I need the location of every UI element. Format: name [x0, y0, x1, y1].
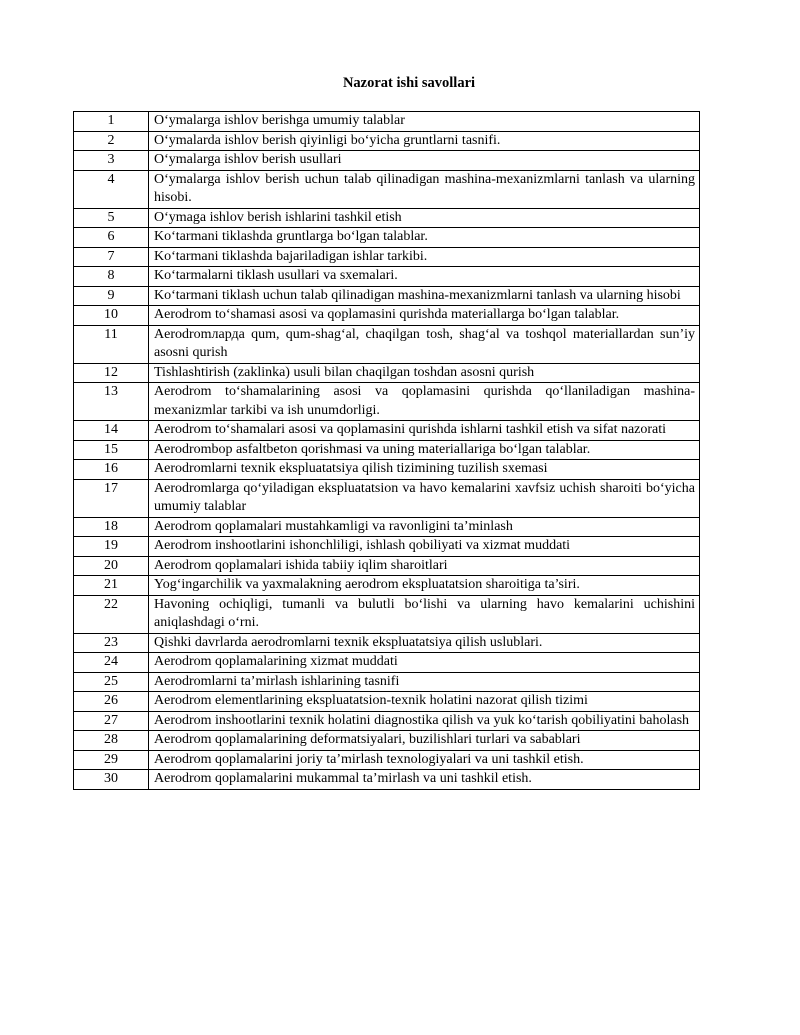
question-number: 10 — [74, 306, 149, 326]
question-row — [74, 228, 700, 248]
question-text: O‘ymalarga ishlov berishga umumiy talablar — [149, 112, 700, 132]
question-number: 8 — [74, 267, 149, 287]
question-text: Aerodrom inshootlarini texnik holatini diagnostika qilish va yuk ko‘tarish qobiliyatini baholash — [149, 711, 700, 731]
question-number: 29 — [74, 750, 149, 770]
question-row — [74, 692, 700, 712]
question-row — [74, 286, 700, 306]
questions-table-body — [74, 112, 700, 790]
question-number: 30 — [74, 770, 149, 790]
question-text: Aerodromlarni texnik ekspluatatsiya qilish tizimining tuzilish sxemasi — [149, 460, 700, 480]
question-row — [74, 267, 700, 287]
question-text: O‘ymalarda ishlov berish qiyinligi bo‘yicha gruntlarni tasnifi. — [149, 131, 700, 151]
question-number: 2 — [74, 131, 149, 151]
question-number: 7 — [74, 247, 149, 267]
question-text: Qishki davrlarda aerodromlarni texnik ekspluatatsiya qilish uslublari. — [149, 633, 700, 653]
question-row — [74, 653, 700, 673]
question-number: 6 — [74, 228, 149, 248]
question-number: 25 — [74, 672, 149, 692]
question-row — [74, 750, 700, 770]
question-number: 28 — [74, 731, 149, 751]
question-text: Aerodromlarni ta’mirlash ishlarining tasnifi — [149, 672, 700, 692]
question-row — [74, 208, 700, 228]
question-text: Tishlashtirish (zaklinka) usuli bilan chaqilgan toshdan asosni qurish — [149, 363, 700, 383]
question-text: O‘ymaga ishlov berish ishlarini tashkil etish — [149, 208, 700, 228]
question-number: 22 — [74, 595, 149, 633]
question-text: Aerodrombop asfaltbeton qorishmasi va uning materiallariga bo‘lgan talablar. — [149, 440, 700, 460]
question-number: 17 — [74, 479, 149, 517]
question-text: Aerodromlarga qo‘yiladigan ekspluatatsion va havo kemalarini xavfsiz uchish sharoiti bo‘yicha umumiy talablar — [149, 479, 700, 517]
question-row — [74, 711, 700, 731]
question-row — [74, 595, 700, 633]
question-text: Aerodrom qoplamalarining deformatsiyalari, buzilishlari turlari va sabablari — [149, 731, 700, 751]
question-row — [74, 672, 700, 692]
questions-table — [73, 111, 700, 790]
question-row — [74, 556, 700, 576]
question-row — [74, 112, 700, 132]
question-text: Aerodrom qoplamalari mustahkamligi va ravonligini ta’minlash — [149, 517, 700, 537]
question-text: O‘ymalarga ishlov berish usullari — [149, 151, 700, 171]
question-text: Aerodrom elementlarining ekspluatatsion-texnik holatini nazorat qilish tizimi — [149, 692, 700, 712]
question-text: Aerodrom qoplamalarini mukammal ta’mirlash va uni tashkil etish. — [149, 770, 700, 790]
question-row — [74, 363, 700, 383]
question-text: Aerodrom qoplamalarini joriy ta’mirlash texnologiyalari va uni tashkil etish. — [149, 750, 700, 770]
question-row — [74, 131, 700, 151]
question-row — [74, 479, 700, 517]
question-text: Aerodromларда qum, qum-shag‘al, chaqilgan tosh, shag‘al va toshqol materiallardan sun’iy asosni qurish — [149, 325, 700, 363]
question-text: Havoning ochiqligi, tumanli va bulutli bo‘lishi va ularning havo kemalarini uchishini aniqlashdagi o‘rni. — [149, 595, 700, 633]
question-number: 27 — [74, 711, 149, 731]
question-row — [74, 306, 700, 326]
question-row — [74, 383, 700, 421]
page-title: Nazorat ishi savollari — [342, 75, 476, 91]
question-number: 11 — [74, 325, 149, 363]
question-number: 13 — [74, 383, 149, 421]
question-row — [74, 633, 700, 653]
question-number: 12 — [74, 363, 149, 383]
question-row — [74, 576, 700, 596]
question-number: 14 — [74, 421, 149, 441]
question-number: 1 — [74, 112, 149, 132]
question-text: Aerodrom to‘shamasi asosi va qoplamasini qurishda materiallarga bo‘lgan talablar. — [149, 306, 700, 326]
question-number: 26 — [74, 692, 149, 712]
question-number: 3 — [74, 151, 149, 171]
question-row — [74, 151, 700, 171]
question-row — [74, 170, 700, 208]
question-number: 23 — [74, 633, 149, 653]
question-row — [74, 537, 700, 557]
question-number: 24 — [74, 653, 149, 673]
question-text: Aerodrom to‘shamalarining asosi va qoplamasini qurishda qo‘llaniladigan mashina-mexanizmlar tarkibi va ish unumdorligi. — [149, 383, 700, 421]
question-text: Ko‘tarmani tiklashda gruntlarga bo‘lgan talablar. — [149, 228, 700, 248]
question-number: 15 — [74, 440, 149, 460]
question-number: 19 — [74, 537, 149, 557]
question-row — [74, 460, 700, 480]
question-number: 9 — [74, 286, 149, 306]
question-number: 18 — [74, 517, 149, 537]
question-number: 4 — [74, 170, 149, 208]
question-text: Aerodrom to‘shamalari asosi va qoplamasini qurishda ishlarni tashkil etish va sifat nazorati — [149, 421, 700, 441]
question-text: Ko‘tarmani tiklash uchun talab qilinadigan mashina-mexanizmlarni tanlash va ularning hisobi — [149, 286, 700, 306]
question-row — [74, 731, 700, 751]
question-text: Ko‘tarmalarni tiklash usullari va sxemalari. — [149, 267, 700, 287]
question-row — [74, 770, 700, 790]
question-text: Aerodrom qoplamalari ishida tabiiy iqlim sharoitlari — [149, 556, 700, 576]
question-text: O‘ymalarga ishlov berish uchun talab qilinadigan mashina-mexanizmlarni tanlash va ularning hisobi. — [149, 170, 700, 208]
question-row — [74, 247, 700, 267]
question-number: 20 — [74, 556, 149, 576]
question-row — [74, 440, 700, 460]
question-row — [74, 325, 700, 363]
question-row — [74, 421, 700, 441]
question-text: Aerodrom inshootlarini ishonchliligi, ishlash qobiliyati va xizmat muddati — [149, 537, 700, 557]
question-number: 5 — [74, 208, 149, 228]
question-text: Yog‘ingarchilik va yaxmalakning aerodrom ekspluatatsion sharoitiga ta’siri. — [149, 576, 700, 596]
question-text: Aerodrom qoplamalarining xizmat muddati — [149, 653, 700, 673]
question-number: 16 — [74, 460, 149, 480]
question-text: Ko‘tarmani tiklashda bajariladigan ishlar tarkibi. — [149, 247, 700, 267]
question-number: 21 — [74, 576, 149, 596]
question-row — [74, 517, 700, 537]
